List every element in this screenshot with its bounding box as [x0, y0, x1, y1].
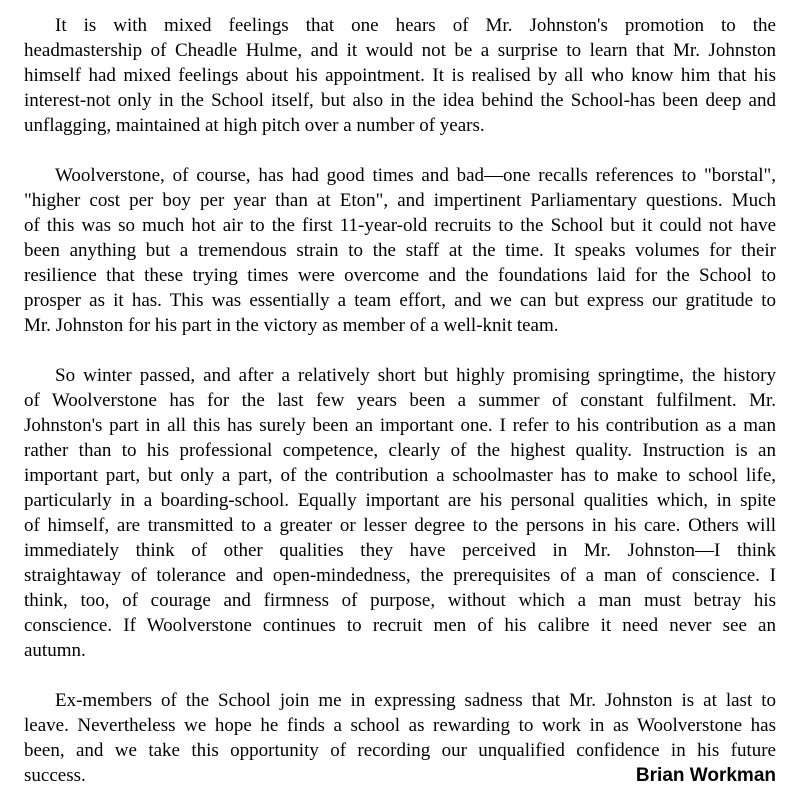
text-line: unflagging, maintained at high pitch over a number of years.: [24, 115, 485, 136]
text-line: conscience. If Woolverstone continues to recruit men of his calibre it need never see an: [24, 615, 776, 636]
text-line: autumn.: [24, 640, 86, 661]
text-line-content: success.: [24, 765, 86, 786]
text-line: immediately think of other qualities they have perceived in Mr. Johnston—I think: [24, 540, 776, 561]
text-line: Ex-members of the School join me in expressing sadness that Mr. Johnston is at last to: [55, 690, 776, 711]
text-line: of Woolverstone has for the last few years been a summer of constant fulfilment. Mr.: [24, 390, 776, 411]
text-line: rather than to his professional competence, clearly of the highest quality. Instruction is an: [24, 440, 776, 461]
text-line: of himself, are transmitted to a greater or lesser degree to the persons in his care. Others will: [24, 515, 776, 536]
text-line: So winter passed, and after a relatively short but highly promising springtime, the history: [55, 365, 776, 386]
text-line: resilience that these trying times were overcome and the foundations laid for the School to: [24, 265, 776, 286]
text-line: himself had mixed feelings about his appointment. It is realised by all who know him that his: [24, 65, 776, 86]
text-line: been anything but a tremendous strain to the staff at the time. It speaks volumes for their: [24, 240, 776, 261]
text-line: leave. Nevertheless we hope he finds a school as rewarding to work in as Woolverstone has: [24, 715, 776, 736]
text-line: been, and we take this opportunity of recording our unqualified confidence in his future: [24, 740, 776, 761]
text-line: Johnston's part in all this has surely been an important one. I refer to his contribution as a man: [24, 415, 776, 436]
text-line: important part, but only a part, of the contribution a schoolmaster has to make to school life,: [24, 465, 776, 486]
text-line: Woolverstone, of course, has had good times and bad—one recalls references to "borstal",: [55, 165, 776, 186]
text-line: particularly in a boarding-school. Equally important are his personal qualities which, in spite: [24, 490, 776, 511]
document-text: [24, 13, 776, 788]
paragraph: [24, 363, 776, 663]
text-line: [24, 763, 776, 788]
paragraph: [24, 163, 776, 338]
paragraph: [24, 688, 776, 788]
text-line: interest-not only in the School itself, but also in the idea behind the School-has been deep and: [24, 90, 776, 111]
text-line: Mr. Johnston for his part in the victory as member of a well-knit team.: [24, 315, 559, 336]
paragraph: [24, 13, 776, 138]
text-line: headmastership of Cheadle Hulme, and it would not be a surprise to learn that Mr. Johnston: [24, 40, 776, 61]
text-line: straightaway of tolerance and open-mindedness, the prerequisites of a man of conscience. I: [24, 565, 776, 586]
text-line: prosper as it has. This was essentially a team effort, and we can but express our gratitude to: [24, 290, 776, 311]
text-line: "higher cost per boy per year than at Eton", and impertinent Parliamentary questions. Much: [24, 190, 776, 211]
text-line: of this was so much hot air to the first 11-year-old recruits to the School but it could not have: [24, 215, 776, 236]
text-line: It is with mixed feelings that one hears of Mr. Johnston's promotion to the: [55, 15, 776, 36]
signature-author: Brian Workman: [635, 765, 776, 786]
text-line: think, too, of courage and firmness of purpose, without which a man must betray his: [24, 590, 776, 611]
